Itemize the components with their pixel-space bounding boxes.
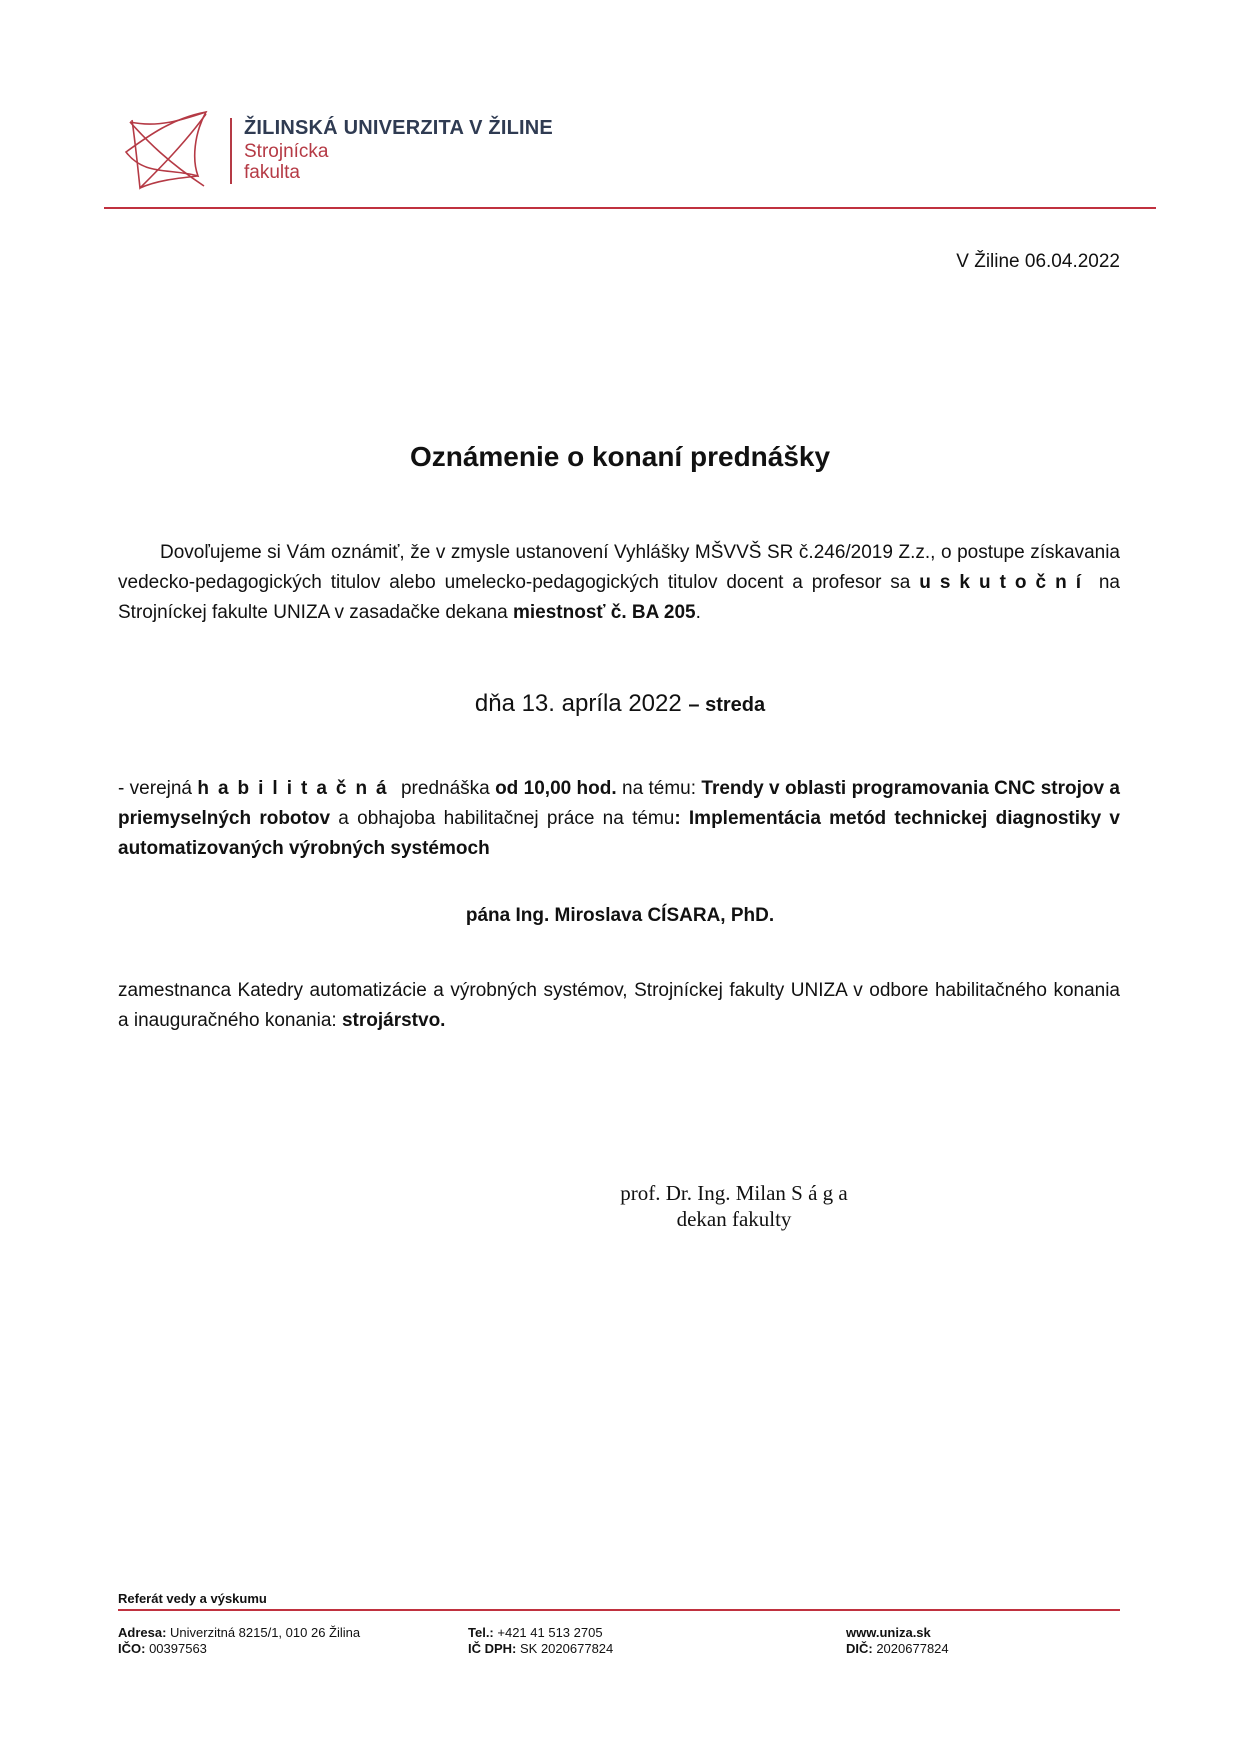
intro-spaced-word: uskutoční bbox=[919, 572, 1090, 593]
address-value: Univerzitná 8215/1, 010 26 Žilina bbox=[166, 1625, 361, 1640]
footer-contact-column bbox=[468, 1625, 613, 1657]
signatory-name: prof. Dr. Ing. Milan S á g a bbox=[620, 1181, 848, 1205]
lecture-topic: Trendy v oblasti programovania CNC strojov a priemyselných robotov bbox=[118, 778, 1120, 829]
header-rule bbox=[104, 207, 1156, 209]
tel-label: Tel.: bbox=[468, 1625, 494, 1640]
faculty-name-line1: Strojnícka bbox=[244, 141, 329, 162]
address-label: Adresa: bbox=[118, 1625, 167, 1640]
lecture-text-1: prednáška bbox=[395, 778, 496, 799]
university-logo-icon bbox=[118, 108, 214, 192]
intro-paragraph bbox=[118, 538, 1120, 628]
thesis-topic: : Implementácia metód technickej diagnostiky v automatizovaných výrobných systémoch bbox=[118, 808, 1120, 859]
footer-department: Referát vedy a výskumu bbox=[118, 1591, 267, 1606]
footer-web-column bbox=[846, 1625, 949, 1657]
ico-value: 00397563 bbox=[145, 1641, 207, 1656]
intro-text: Dovoľujeme si Vám oznámiť, že v zmysle ustanovení Vyhlášky MŠVVŠ SR č.246/2019 Z.z., o postupe získavania vedecko-pedagogických titulov alebo umelecko-pedagogických titulov docent a profesor sa bbox=[118, 542, 1120, 593]
faculty-name-line2: fakulta bbox=[244, 162, 300, 183]
event-date bbox=[0, 690, 1240, 718]
page-title: Oznámenie o konaní prednášky bbox=[409, 441, 831, 472]
ico-label: IČO: bbox=[118, 1641, 146, 1656]
dic-value: 2020677824 bbox=[872, 1641, 949, 1656]
footer-address-column bbox=[118, 1625, 360, 1657]
icdph-value: SK 2020677824 bbox=[516, 1641, 614, 1656]
lecture-text-3: a obhajoba habilitačnej práce na tému bbox=[330, 808, 675, 829]
tel-value: +421 41 513 2705 bbox=[493, 1625, 603, 1640]
intro-text-2: na Strojníckej fakulte UNIZA v zasadačke dekana bbox=[118, 572, 1120, 623]
employment-paragraph bbox=[118, 976, 1120, 1036]
lecture-paragraph bbox=[118, 774, 1120, 864]
lecture-prefix: - verejná bbox=[118, 778, 198, 799]
room-number: miestnosť č. BA 205 bbox=[512, 602, 696, 623]
icdph-label: IČ DPH: bbox=[468, 1641, 517, 1656]
website-link[interactable]: www.uniza.sk bbox=[846, 1625, 931, 1640]
header-divider bbox=[230, 118, 232, 184]
employment-text: zamestnanca Katedry automatizácie a výrobných systémov, Strojníckej fakulty UNIZA v odbore habilitačného konania a inauguračného konania: bbox=[118, 980, 1120, 1031]
dic-label: DIČ: bbox=[846, 1641, 873, 1656]
university-name: ŽILINSKÁ UNIVERZITA V ŽILINE bbox=[244, 117, 553, 139]
footer-rule bbox=[118, 1609, 1120, 1611]
candidate-name: pána Ing. Miroslava CÍSARA, PhD. bbox=[465, 905, 775, 926]
document-date: V Žiline 06.04.2022 bbox=[956, 251, 1120, 272]
faculty-name bbox=[244, 141, 328, 183]
signatory-role: dekan fakulty bbox=[676, 1207, 792, 1231]
lecture-text-2: na tému: bbox=[616, 778, 702, 799]
study-field: strojárstvo. bbox=[341, 1010, 446, 1031]
intro-end: . bbox=[695, 602, 701, 623]
signature-block bbox=[598, 1180, 870, 1232]
event-date-value: dňa 13. apríla 2022 bbox=[474, 690, 682, 717]
event-weekday: – streda bbox=[688, 694, 766, 716]
lecture-spaced-word: habilitačná bbox=[197, 778, 396, 799]
lecture-time: od 10,00 hod. bbox=[495, 778, 617, 799]
